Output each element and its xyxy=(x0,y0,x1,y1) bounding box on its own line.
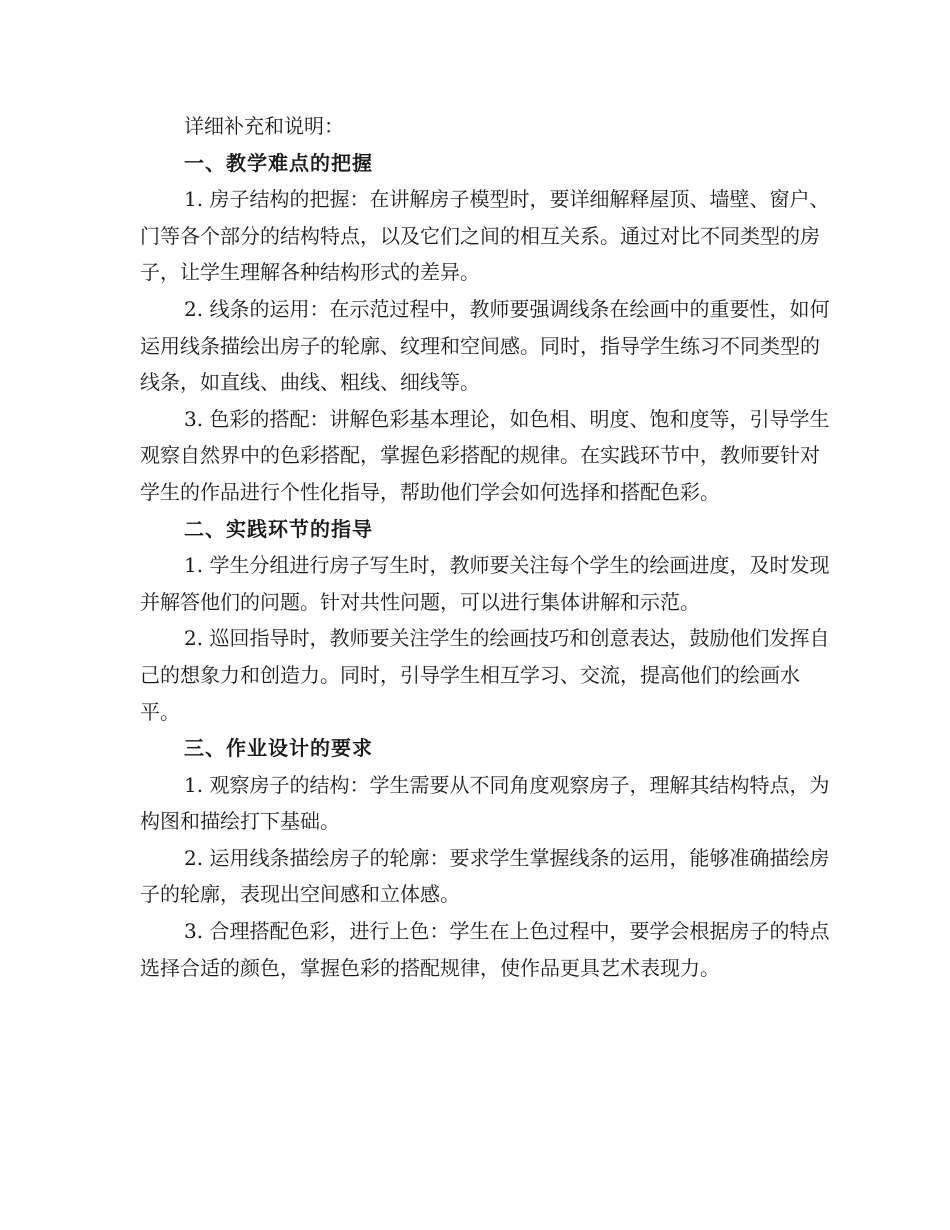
section-2-item-1: 1. 学生分组进行房子写生时，教师要关注每个学生的绘画进度，及时发现并解答他们的问题。针对共性问题，可以进行集体讲解和示范。 xyxy=(140,553,830,614)
section-heading-1: 一、教学难点的把握 xyxy=(184,150,373,175)
section-heading-3: 三、作业设计的要求 xyxy=(184,736,373,761)
intro-text: 详细补充和说明： xyxy=(184,114,344,138)
section-3-item-1: 1. 观察房子的结构：学生需要从不同角度观察房子，理解其结构特点，为构图和描绘打下基础。 xyxy=(140,772,830,834)
section-3-item-3: 3. 合理搭配色彩，进行上色：学生在上色过程中，要学会根据房子的特点选择合适的颜色，掌握色彩的搭配规律，使作品更具艺术表现力。 xyxy=(140,919,830,980)
section-1-item-2: 2. 线条的运用：在示范过程中，教师要强调线条在绘画中的重要性，如何运用线条描绘出房子的轮廓、纹理和空间感。同时，指导学生练习不同类型的线条，如直线、曲线、粗线、细线等。 xyxy=(140,296,830,395)
section-3-item-2: 2. 运用线条描绘房子的轮廓：要求学生掌握线条的运用，能够准确描绘房子的轮廓，表现出空间感和立体感。 xyxy=(140,845,830,907)
section-heading-2: 二、实践环节的指导 xyxy=(184,516,373,541)
section-2-item-2: 2. 巡回指导时，教师要关注学生的绘画技巧和创意表达，鼓励他们发挥自己的想象力和创造力。同时，引导学生相互学习、交流，提高他们的绘画水平。 xyxy=(140,626,830,724)
section-1-item-3: 3. 色彩的搭配：讲解色彩基本理论，如色相、明度、饱和度等，引导学生观察自然界中的色彩搭配，掌握色彩搭配的规律。在实践环节中，教师要针对学生的作品进行个性化指导，帮助他们学会如何选择和搭配色彩。 xyxy=(140,406,830,504)
section-1-item-1: 1. 房子结构的把握：在讲解房子模型时，要详细解释屋顶、墙壁、窗户、门等各个部分的结构特点，以及它们之间的相互关系。通过对比不同类型的房子，让学生理解各种结构形式的差异。 xyxy=(140,187,830,285)
document-body xyxy=(140,108,830,986)
